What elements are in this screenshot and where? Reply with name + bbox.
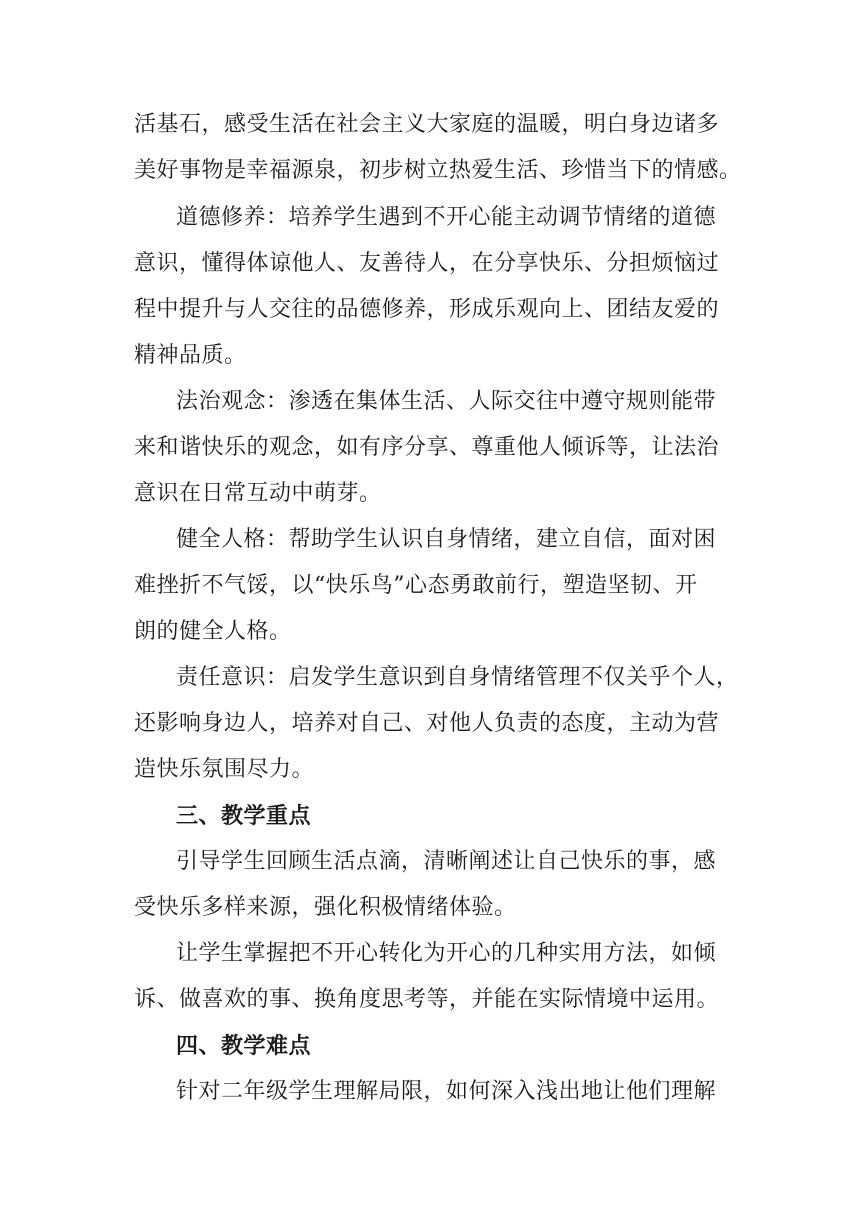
text-line: 引导学生回顾生活点滴，清晰阐述让自己快乐的事，感 [176,849,717,874]
text-line: 活基石，感受生活在社会主义大家庭的温暖，明白身边诸多 [134,112,720,137]
text-line: 美好事物是幸福源泉，初步树立热爱生活、珍惜当下的情感。 [134,158,742,183]
text-line: 意识在日常互动中萌芽。 [134,481,382,506]
section-heading: 三、教学重点 [176,803,312,829]
text-line: 责任意识：启发学生意识到自身情绪管理不仅关乎个人， [176,665,739,690]
text-line: 让学生掌握把不开心转化为开心的几种实用方法，如倾 [176,941,717,966]
text-line: 程中提升与人交往的品德修养，形成乐观向上、团结友爱的 [134,297,720,322]
text-line: 还影响身边人，培养对自己、对他人负责的态度，主动为营 [134,711,720,736]
text-line: 诉、做喜欢的事、换角度思考等，并能在实际情境中运用。 [134,987,720,1012]
text-line: 法治观念：渗透在集体生活、人际交往中遵守规则能带 [176,389,717,414]
text-line: 道德修养：培养学生遇到不开心能主动调节情绪的道德 [176,205,717,230]
text-line: 精神品质。 [134,343,247,368]
text-line: 针对二年级学生理解局限，如何深入浅出地让他们理解 [176,1079,717,1104]
text-line: 朗的健全人格。 [134,619,292,644]
section-heading: 四、教学难点 [176,1033,312,1059]
text-line: 难挫折不气馁，以“快乐鸟”心态勇敢前行，塑造坚韧、开 [134,573,698,598]
text-line: 来和谐快乐的观念，如有序分享、尊重他人倾诉等，让法治 [134,435,720,460]
text-line: 意识，懂得体谅他人、友善待人，在分享快乐、分担烦恼过 [134,251,720,276]
text-line: 健全人格：帮助学生认识自身情绪，建立自信，面对困 [176,527,717,552]
text-line: 造快乐氛围尽力。 [134,757,315,782]
text-line: 受快乐多样来源，强化积极情绪体验。 [134,895,517,920]
